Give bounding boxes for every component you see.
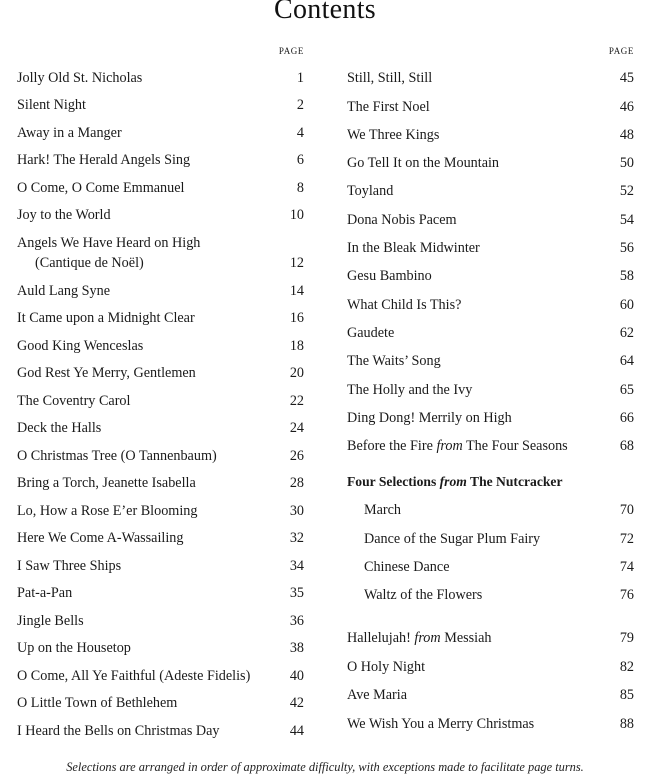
toc-entry-title: The Holly and the Ivy bbox=[347, 381, 473, 398]
toc-entry bbox=[17, 60, 304, 88]
toc-entry-title: Jingle Bells bbox=[17, 612, 84, 629]
toc-entry-title: Angels We Have Heard on High (Cantique de Noël) bbox=[17, 235, 201, 271]
toc-entry-title: Joy to the World bbox=[17, 207, 111, 223]
toc-entry-page: 70 bbox=[619, 502, 634, 519]
toc-entry bbox=[17, 658, 304, 686]
toc-entry-title: Up on the Housetop bbox=[17, 640, 131, 656]
toc-entry bbox=[17, 170, 304, 198]
toc-entry bbox=[17, 548, 304, 576]
toc-entry-title: O Holy Night bbox=[347, 658, 426, 675]
toc-entry bbox=[17, 686, 304, 714]
toc-entry bbox=[347, 286, 634, 314]
toc-entry-page: 79 bbox=[619, 629, 634, 646]
section-heading: Four Selections from The Nutcracker bbox=[347, 474, 563, 490]
toc-entry-page: 14 bbox=[289, 282, 304, 299]
toc-entry-page: 88 bbox=[619, 715, 634, 732]
toc-entry bbox=[347, 60, 634, 88]
toc-entry-title: Chinese Dance bbox=[364, 559, 450, 576]
toc-entry-title: We Three Kings bbox=[347, 126, 440, 143]
toc-entry bbox=[17, 198, 304, 226]
toc-entry bbox=[17, 328, 304, 356]
toc-entry-page: 54 bbox=[619, 211, 634, 228]
toc-entry-title: March bbox=[364, 502, 402, 519]
toc-entry-title: Pat-a-Pan bbox=[17, 585, 73, 601]
toc-entry bbox=[17, 631, 304, 659]
toc-entry-page: 12 bbox=[289, 255, 304, 271]
toc-entry-page: 72 bbox=[619, 530, 634, 547]
toc-entry-title: We Wish You a Merry Christmas bbox=[347, 715, 535, 732]
toc-entry bbox=[347, 549, 634, 577]
toc-entry-page: 68 bbox=[619, 438, 634, 455]
toc-entry bbox=[347, 400, 634, 428]
toc-entry-page: 1 bbox=[296, 69, 304, 86]
toc-entry bbox=[17, 411, 304, 439]
toc-entry-title: It Came upon a Midnight Clear bbox=[17, 310, 195, 326]
toc-entry-page: 52 bbox=[619, 183, 634, 200]
toc-entry-title: In the Bleak Midwinter bbox=[347, 240, 480, 257]
toc-entry bbox=[17, 143, 304, 171]
toc-entry-page: 76 bbox=[619, 587, 634, 604]
toc-entry-title: Still, Still, Still bbox=[347, 70, 433, 87]
toc-entry-page: 6 bbox=[296, 152, 304, 168]
toc-entry-page: 34 bbox=[289, 557, 304, 574]
toc-entry bbox=[17, 273, 304, 301]
toc-entry-title: The First Noel bbox=[347, 98, 430, 115]
toc-entry-page: 38 bbox=[289, 640, 304, 656]
contents-column-left bbox=[17, 45, 304, 741]
toc-entry bbox=[347, 648, 634, 677]
toc-entry-title: Before the Fire from The Four Seasons bbox=[347, 438, 568, 455]
toc-entry-title: Deck the Halls bbox=[17, 420, 102, 436]
toc-entry bbox=[17, 301, 304, 329]
toc-entry bbox=[17, 493, 304, 521]
toc-entry bbox=[347, 173, 634, 201]
toc-entry bbox=[347, 145, 634, 173]
toc-entry-title: Go Tell It on the Mountain bbox=[347, 155, 500, 172]
toc-entry-page: 62 bbox=[619, 324, 634, 341]
toc-entry-page: 40 bbox=[289, 667, 304, 684]
toc-entry-page: 22 bbox=[289, 392, 304, 409]
toc-entry bbox=[17, 466, 304, 494]
toc-entry-title: O Little Town of Bethlehem bbox=[17, 695, 178, 711]
toc-entry-page: 65 bbox=[619, 381, 634, 398]
toc-entry-page: 10 bbox=[289, 207, 304, 223]
toc-entry bbox=[347, 315, 634, 343]
toc-entry-title: Away in a Manger bbox=[17, 124, 122, 141]
toc-entry bbox=[347, 619, 634, 648]
toc-entry bbox=[17, 576, 304, 604]
toc-entry bbox=[347, 705, 634, 734]
toc-entry-page: 56 bbox=[619, 240, 634, 257]
toc-entry-page: 46 bbox=[619, 98, 634, 115]
toc-entry-title: O Come, All Ye Faithful (Adeste Fidelis) bbox=[17, 667, 251, 684]
toc-entry-page: 26 bbox=[289, 447, 304, 464]
toc-entry-page: 4 bbox=[296, 124, 304, 141]
toc-entry-page: 36 bbox=[289, 612, 304, 629]
toc-entry-page: 45 bbox=[619, 70, 634, 87]
toc-entry-page: 8 bbox=[296, 179, 304, 196]
toc-entry-title: Toyland bbox=[347, 183, 394, 200]
toc-entry-page: 18 bbox=[289, 337, 304, 354]
toc-entry-title: Dance of the Sugar Plum Fairy bbox=[364, 530, 541, 547]
toc-entry bbox=[17, 438, 304, 466]
toc-entry-page: 74 bbox=[619, 559, 634, 576]
toc-entry bbox=[347, 201, 634, 229]
toc-entry bbox=[347, 371, 634, 399]
toc-entry bbox=[17, 521, 304, 549]
toc-entry-title: Hallelujah! from Messiah bbox=[347, 629, 492, 646]
toc-entry bbox=[17, 225, 304, 273]
toc-entry-title: Ave Maria bbox=[347, 687, 408, 704]
toc-entry-title: Silent Night bbox=[17, 97, 86, 113]
toc-entry-title: Jolly Old St. Nicholas bbox=[17, 69, 143, 86]
toc-entry bbox=[347, 677, 634, 706]
toc-entry-title: The Waits’ Song bbox=[347, 353, 441, 370]
toc-entry-page: 42 bbox=[289, 695, 304, 711]
toc-entry bbox=[347, 88, 634, 116]
toc-entry-title: O Christmas Tree (O Tannenbaum) bbox=[17, 447, 217, 464]
toc-entry bbox=[17, 88, 304, 116]
toc-entry-title: Gesu Bambino bbox=[347, 268, 432, 285]
toc-entry bbox=[347, 520, 634, 548]
toc-entry-page: 50 bbox=[619, 155, 634, 172]
toc-entry-title: I Heard the Bells on Christmas Day bbox=[17, 722, 220, 739]
toc-entry bbox=[347, 117, 634, 145]
toc-entry-title: Hark! The Herald Angels Sing bbox=[17, 152, 191, 168]
toc-entry-page: 48 bbox=[619, 126, 634, 143]
toc-entry-title: God Rest Ye Merry, Gentlemen bbox=[17, 365, 196, 381]
toc-entry bbox=[347, 492, 634, 520]
toc-entry-title: Bring a Torch, Jeanette Isabella bbox=[17, 475, 196, 491]
page-column-header: PAGE bbox=[278, 46, 304, 56]
contents-column-right bbox=[347, 45, 634, 734]
toc-entry bbox=[347, 428, 634, 456]
toc-entry-page: 85 bbox=[619, 687, 634, 704]
toc-entry-page: 30 bbox=[289, 502, 304, 519]
toc-entry-title: Lo, How a Rose E’er Blooming bbox=[17, 502, 198, 519]
toc-entry-page: 2 bbox=[296, 97, 304, 113]
toc-entry bbox=[347, 577, 634, 605]
toc-entry-page: 60 bbox=[619, 296, 634, 313]
toc-entry-title: O Come, O Come Emmanuel bbox=[17, 179, 185, 196]
page-title: Contents bbox=[274, 0, 376, 25]
toc-entry-title: Gaudete bbox=[347, 324, 395, 341]
toc-entry-title: The Coventry Carol bbox=[17, 392, 131, 409]
toc-entry-page: 64 bbox=[619, 353, 634, 370]
toc-entry bbox=[347, 258, 634, 286]
toc-entry bbox=[347, 343, 634, 371]
toc-entry-title: Auld Lang Syne bbox=[17, 282, 110, 299]
toc-entry bbox=[347, 230, 634, 258]
toc-entry-title: What Child Is This? bbox=[347, 296, 462, 313]
toc-entry-page: 35 bbox=[289, 585, 304, 601]
footnote: Selections are arranged in order of approximate difficulty, with exceptions made to facilitate page turns. bbox=[66, 760, 584, 774]
toc-entry-page: 20 bbox=[289, 365, 304, 381]
toc-entry-page: 82 bbox=[619, 658, 634, 675]
toc-entry bbox=[17, 713, 304, 741]
toc-entry-title: I Saw Three Ships bbox=[17, 557, 122, 574]
toc-entry-page: 44 bbox=[289, 722, 304, 739]
toc-entry-title: Ding Dong! Merrily on High bbox=[347, 409, 512, 426]
toc-entry-page: 16 bbox=[289, 310, 304, 326]
page-column-header: PAGE bbox=[608, 46, 634, 56]
toc-entry-page: 28 bbox=[289, 475, 304, 491]
toc-entry bbox=[17, 356, 304, 384]
toc-entry-page: 58 bbox=[619, 268, 634, 285]
toc-entry-title: Here We Come A-Wassailing bbox=[17, 530, 184, 546]
toc-entry bbox=[17, 115, 304, 143]
toc-entry-page: 32 bbox=[289, 530, 304, 546]
toc-entry-title: Dona Nobis Pacem bbox=[347, 211, 457, 228]
toc-entry-title: Waltz of the Flowers bbox=[364, 587, 483, 604]
toc-entry-title: Good King Wenceslas bbox=[17, 337, 144, 354]
toc-entry bbox=[17, 383, 304, 411]
toc-entry-page: 66 bbox=[619, 409, 634, 426]
toc-entry-page: 24 bbox=[289, 420, 304, 436]
toc-entry bbox=[17, 603, 304, 631]
